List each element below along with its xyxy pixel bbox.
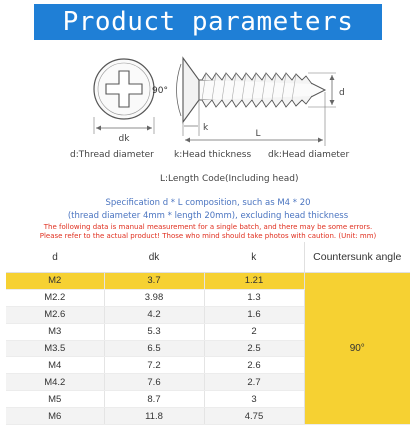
cell-d: M2 [6, 273, 104, 290]
cell-d: M3.5 [6, 340, 104, 357]
table-row [6, 273, 410, 290]
cell-dk: 11.8 [104, 408, 204, 425]
cell-d: M2.6 [6, 306, 104, 323]
legend-head-thickness: k:Head thickness [174, 150, 252, 160]
header-countersunk-angle: Countersunk angle [304, 242, 410, 273]
legend-head-diameter: dk:Head diameter [268, 150, 350, 160]
cell-k: 2.7 [204, 374, 304, 391]
cell-dk: 4.2 [104, 306, 204, 323]
k-dimension-label: k [203, 123, 209, 133]
d-dimension-label: d [339, 88, 345, 98]
cell-dk: 3.7 [104, 273, 204, 290]
cell-dk: 5.3 [104, 323, 204, 340]
measurement-note-line-1: The following data is manual measurement for a single batch, and there may be some errors. [43, 223, 373, 231]
page-title: Product parameters [62, 7, 354, 37]
cell-countersunk-angle: 90° [304, 273, 410, 425]
table-header-row [6, 242, 410, 273]
specification-line-2: (thread diameter 4mm * length 20mm), excluding head thickness [67, 211, 349, 221]
screw-head-top-view [94, 59, 154, 119]
cell-d: M4.2 [6, 374, 104, 391]
cell-d: M3 [6, 323, 104, 340]
cell-k: 1.21 [204, 273, 304, 290]
cell-k: 1.3 [204, 289, 304, 306]
dk-dimension-label: dk [118, 134, 130, 144]
countersunk-angle-indicator [152, 64, 181, 116]
legend-length-code: L:Length Code(Including head) [160, 174, 299, 184]
screw-side-view [183, 58, 325, 122]
cell-dk: 8.7 [104, 391, 204, 408]
cell-d: M5 [6, 391, 104, 408]
cell-k: 3 [204, 391, 304, 408]
measurement-note-line-2: Please refer to the actual product! Those who mind should take photos with caution. (Unit: mm) [39, 232, 377, 240]
cell-k: 2.5 [204, 340, 304, 357]
cell-dk: 3.98 [104, 289, 204, 306]
legend-thread-diameter: d:Thread diameter [70, 150, 154, 160]
cell-k: 4.75 [204, 408, 304, 425]
dk-dimension [94, 117, 154, 144]
header-d: d [6, 242, 104, 273]
cell-d: M4 [6, 357, 104, 374]
title-bar [34, 4, 382, 40]
l-dimension-label: L [255, 129, 261, 139]
header-k: k [204, 242, 304, 273]
cell-dk: 7.6 [104, 374, 204, 391]
specification-line-1: Specification d * L composition, such as M4 * 20 [105, 198, 311, 208]
cell-k: 2 [204, 323, 304, 340]
parameters-table [6, 242, 410, 425]
screw-technical-drawing [0, 44, 416, 154]
cell-dk: 7.2 [104, 357, 204, 374]
angle-label: 90° [152, 86, 168, 96]
cell-k: 2.6 [204, 357, 304, 374]
cell-k: 1.6 [204, 306, 304, 323]
cell-d: M2.2 [6, 289, 104, 306]
header-dk: dk [104, 242, 204, 273]
cell-dk: 6.5 [104, 340, 204, 357]
cell-d: M6 [6, 408, 104, 425]
